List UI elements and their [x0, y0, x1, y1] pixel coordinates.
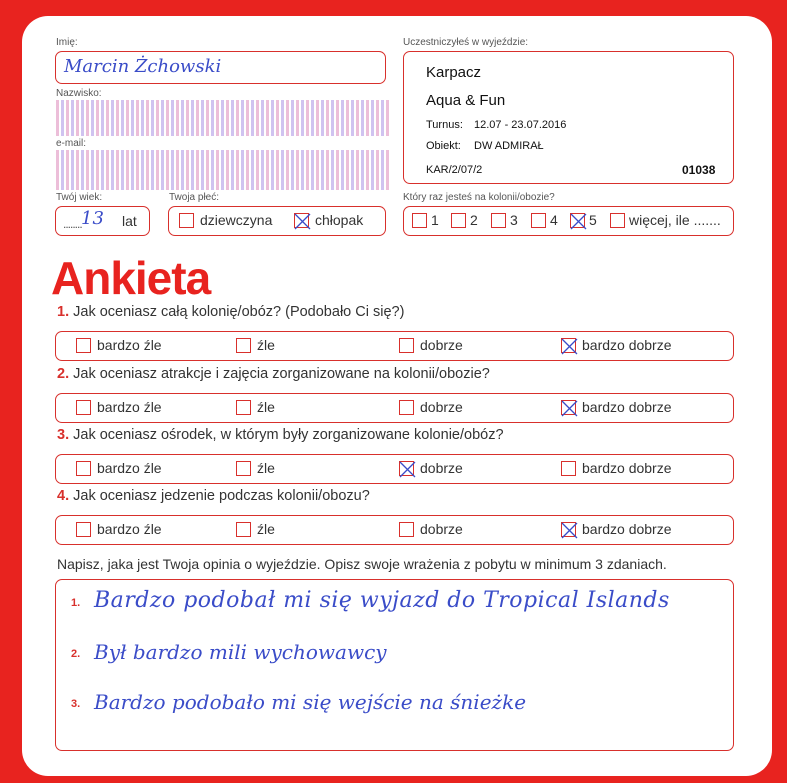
rating-option-label: bardzo dobrze — [582, 337, 672, 353]
rating-option[interactable] — [561, 399, 672, 415]
rating-option[interactable] — [236, 337, 275, 353]
rating-option[interactable] — [236, 399, 275, 415]
checkbox[interactable] — [399, 400, 414, 415]
check-cross-icon — [561, 338, 578, 355]
rating-option[interactable] — [399, 399, 463, 415]
rating-option[interactable] — [76, 521, 162, 537]
times-option-4[interactable] — [531, 212, 558, 228]
rating-option-label: bardzo źle — [97, 399, 162, 415]
question-label: Jak oceniasz jedzenie podczas kolonii/obozu? — [73, 488, 370, 504]
question-1-options — [55, 331, 734, 361]
rating-option[interactable] — [399, 521, 463, 537]
times-option-more[interactable] — [610, 212, 721, 228]
email-label: e-mail: — [56, 138, 87, 149]
age-value: 13 — [81, 208, 104, 229]
email-redacted — [56, 150, 390, 190]
rating-option-label: bardzo dobrze — [582, 521, 672, 537]
question-number: 1. — [57, 304, 70, 320]
age-field[interactable] — [55, 206, 150, 236]
rating-option[interactable] — [76, 337, 162, 353]
checkbox[interactable] — [531, 213, 546, 228]
question-2-options — [55, 393, 734, 423]
turnus-value: 12.07 - 23.07.2016 — [474, 119, 567, 131]
rating-option-label: dobrze — [420, 399, 463, 415]
check-cross-icon — [294, 213, 311, 230]
gender-field — [168, 206, 386, 236]
checkbox[interactable] — [76, 400, 91, 415]
checkbox[interactable] — [76, 461, 91, 476]
name-label: Imię: — [56, 37, 78, 48]
trip-name: Aqua & Fun — [426, 92, 506, 109]
rating-option[interactable] — [236, 460, 275, 476]
checkbox[interactable] — [236, 461, 251, 476]
checkbox[interactable] — [451, 213, 466, 228]
question-4-options — [55, 515, 734, 545]
question-1-text — [57, 304, 404, 320]
question-number: 4. — [57, 488, 70, 504]
opinion-prompt: Napisz, jaka jest Twoja opinia o wyjeździe. Opisz swoje wrażenia z pobytu w minimum 3 zdaniach. — [57, 556, 667, 572]
name-value: Marcin Żchowski — [64, 56, 222, 77]
opinion-line-number: 2. — [71, 648, 81, 660]
check-cross-icon — [570, 213, 587, 230]
rating-option-label: dobrze — [420, 337, 463, 353]
times-option-3[interactable] — [491, 212, 518, 228]
checkbox[interactable] — [236, 400, 251, 415]
surname-redacted — [56, 100, 390, 136]
times-field — [403, 206, 734, 236]
checkbox[interactable] — [561, 461, 576, 476]
question-3-options — [55, 454, 734, 484]
age-dots: ........ — [63, 217, 82, 231]
rating-option-label: bardzo źle — [97, 521, 162, 537]
check-cross-icon — [399, 461, 416, 478]
trip-place: Karpacz — [426, 64, 482, 81]
survey-title: Ankieta — [51, 252, 211, 304]
checkbox[interactable] — [399, 522, 414, 537]
trip-number: 01038 — [682, 163, 716, 177]
rating-option[interactable] — [236, 521, 275, 537]
rating-option-label: bardzo źle — [97, 337, 162, 353]
trip-label: Uczestniczyłeś w wyjeździe: — [403, 37, 529, 48]
checkbox[interactable] — [236, 522, 251, 537]
rating-option-label: bardzo dobrze — [582, 399, 672, 415]
opinion-line-number: 1. — [71, 597, 81, 609]
trip-box — [403, 51, 734, 184]
question-3-text — [57, 427, 504, 443]
turnus-label: Turnus: — [426, 119, 463, 131]
checkbox[interactable] — [399, 338, 414, 353]
gender-label: Twoja płeć: — [169, 192, 220, 203]
gender-option-label: dziewczyna — [200, 212, 273, 228]
times-option-2[interactable] — [451, 212, 478, 228]
times-option-label: 5 — [589, 212, 597, 228]
opinion-line-2: Był bardzo mili wychowawcy — [94, 640, 387, 664]
checkbox-checked[interactable] — [561, 338, 576, 353]
question-number: 3. — [57, 427, 70, 443]
trip-code: KAR/2/07/2 — [426, 164, 483, 176]
checkbox[interactable] — [236, 338, 251, 353]
checkbox[interactable] — [179, 213, 194, 228]
rating-option-label: dobrze — [420, 521, 463, 537]
question-label: Jak oceniasz ośrodek, w którym były zorganizowane kolonie/obóz? — [73, 427, 504, 443]
rating-option-label: źle — [257, 460, 275, 476]
checkbox[interactable] — [412, 213, 427, 228]
times-option-5[interactable] — [570, 212, 597, 228]
times-option-label: więcej, ile ....... — [629, 212, 721, 228]
question-4-text — [57, 488, 370, 504]
checkbox[interactable] — [491, 213, 506, 228]
survey-card — [22, 16, 772, 776]
times-label: Który raz jesteś na kolonii/obozie? — [403, 192, 555, 203]
rating-option[interactable] — [399, 460, 463, 476]
rating-option-label: bardzo źle — [97, 460, 162, 476]
checkbox-checked[interactable] — [294, 213, 309, 228]
age-label: Twój wiek: — [56, 192, 103, 203]
question-number: 2. — [57, 366, 70, 382]
checkbox[interactable] — [76, 338, 91, 353]
rating-option[interactable] — [76, 460, 162, 476]
obiekt-label: Obiekt: — [426, 140, 461, 152]
rating-option-label: dobrze — [420, 460, 463, 476]
question-label: Jak oceniasz całą kolonię/obóz? (Podobało Ci się?) — [73, 304, 405, 320]
rating-option-label: źle — [257, 521, 275, 537]
rating-option[interactable] — [76, 399, 162, 415]
times-option-label: 3 — [510, 212, 518, 228]
times-option-label: 4 — [550, 212, 558, 228]
rating-option-label: źle — [257, 337, 275, 353]
opinion-line-1: Bardzo podobał mi się wyjazd do Tropical Islands — [94, 588, 670, 613]
checkbox[interactable] — [610, 213, 625, 228]
name-field[interactable] — [55, 51, 386, 84]
gender-option-female[interactable] — [179, 212, 272, 228]
question-2-text — [57, 366, 490, 382]
opinion-line-number: 3. — [71, 698, 81, 710]
checkbox-checked[interactable] — [399, 461, 414, 476]
rating-option-label: źle — [257, 399, 275, 415]
question-label: Jak oceniasz atrakcje i zajęcia zorganizowane na kolonii/obozie? — [73, 366, 490, 382]
checkbox-checked[interactable] — [561, 400, 576, 415]
rating-option[interactable] — [561, 521, 672, 537]
checkbox-checked[interactable] — [561, 522, 576, 537]
surname-label: Nazwisko: — [56, 88, 102, 99]
gender-option-male[interactable] — [294, 212, 363, 228]
times-option-1[interactable] — [412, 212, 439, 228]
times-option-label: 2 — [470, 212, 478, 228]
times-option-label: 1 — [431, 212, 439, 228]
gender-option-label: chłopak — [315, 212, 364, 228]
opinion-line-3: Bardzo podobało mi się wejście na śnieżke — [94, 690, 527, 714]
check-cross-icon — [561, 400, 578, 417]
opinion-box[interactable] — [55, 579, 734, 751]
checkbox-checked[interactable] — [570, 213, 585, 228]
rating-option[interactable] — [561, 460, 672, 476]
rating-option-label: bardzo dobrze — [582, 460, 672, 476]
checkbox[interactable] — [76, 522, 91, 537]
obiekt-value: DW ADMIRAŁ — [474, 140, 544, 152]
age-unit: lat — [122, 213, 137, 229]
rating-option[interactable] — [561, 337, 672, 353]
rating-option[interactable] — [399, 337, 463, 353]
check-cross-icon — [561, 522, 578, 539]
